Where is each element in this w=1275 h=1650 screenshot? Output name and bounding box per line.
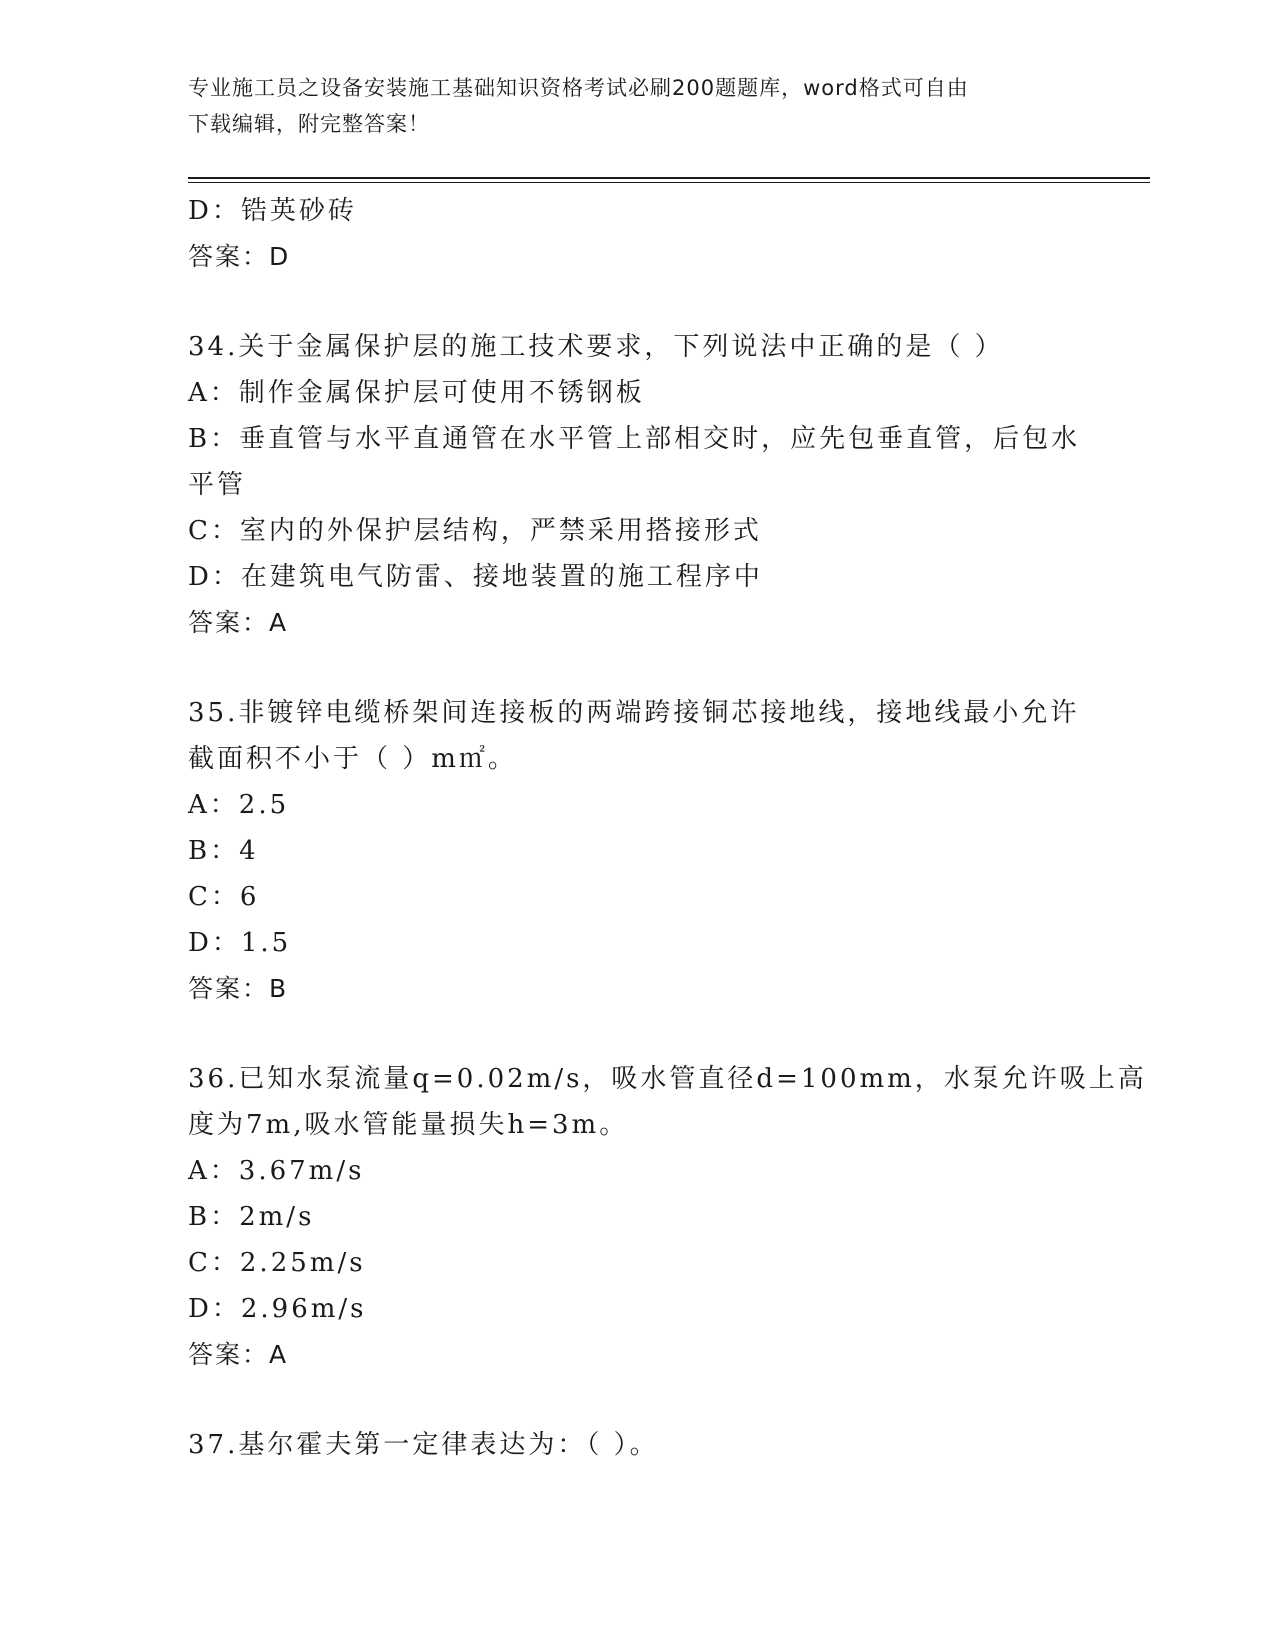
header-divider-thick: [188, 177, 1150, 179]
option-b-line-2: 平管: [188, 470, 247, 500]
question-stem: 34.关于金属保护层的施工技术要求，下列说法中正确的是（ ）: [188, 332, 1004, 362]
question-stem: 37.基尔霍夫第一定律表达为：（ ）。: [188, 1430, 659, 1460]
option-c: C：2.25m/s: [188, 1248, 366, 1278]
header-divider-thin: [188, 182, 1150, 183]
question-stem-line-1: 35.非镀锌电缆桥架间连接板的两端跨接铜芯接地线，接地线最小允许: [188, 698, 1080, 728]
question-stem-line-2: 度为7m,吸水管能量损失h=3m。: [188, 1110, 629, 1140]
option-d: D：锆英砂砖: [188, 196, 357, 226]
option-a: A：2.5: [188, 790, 290, 820]
answer: 答案：A: [188, 1340, 289, 1369]
answer: 答案：D: [188, 242, 291, 271]
question-stem-line-1: 36.已知水泵流量q=0.02m/s，吸水管直径d=100mm，水泵允许吸上高: [188, 1064, 1147, 1094]
answer: 答案：B: [188, 974, 289, 1003]
option-a: A：3.67m/s: [188, 1156, 365, 1186]
option-d: D：2.96m/s: [188, 1294, 367, 1324]
question-33-tail: [188, 188, 1088, 280]
question-35: [188, 690, 1088, 1012]
option-b: B：4: [188, 836, 259, 866]
question-36: [188, 1056, 1147, 1378]
question-stem-line-2: 截面积不小于（ ）m㎡。: [188, 744, 517, 774]
header-title-line-1: 专业施工员之设备安装施工基础知识资格考试必刷200题题库，word格式可自由: [188, 76, 969, 100]
option-d: D：1.5: [188, 928, 292, 958]
option-d: D：在建筑电气防雷、接地装置的施工程序中: [188, 562, 763, 592]
header-title-line-2: 下载编辑，附完整答案！: [188, 112, 430, 136]
page-header: [188, 70, 1088, 142]
question-list: [188, 188, 1147, 1468]
option-b-line-1: B：垂直管与水平直通管在水平管上部相交时，应先包垂直管，后包水: [188, 424, 1081, 454]
option-c: C：6: [188, 882, 260, 912]
question-34: [188, 324, 1088, 646]
answer: 答案：A: [188, 608, 289, 637]
question-37: [188, 1422, 1088, 1468]
option-c: C：室内的外保护层结构，严禁采用搭接形式: [188, 516, 762, 546]
option-b: B：2m/s: [188, 1202, 315, 1232]
option-a: A：制作金属保护层可使用不锈钢板: [188, 378, 645, 408]
